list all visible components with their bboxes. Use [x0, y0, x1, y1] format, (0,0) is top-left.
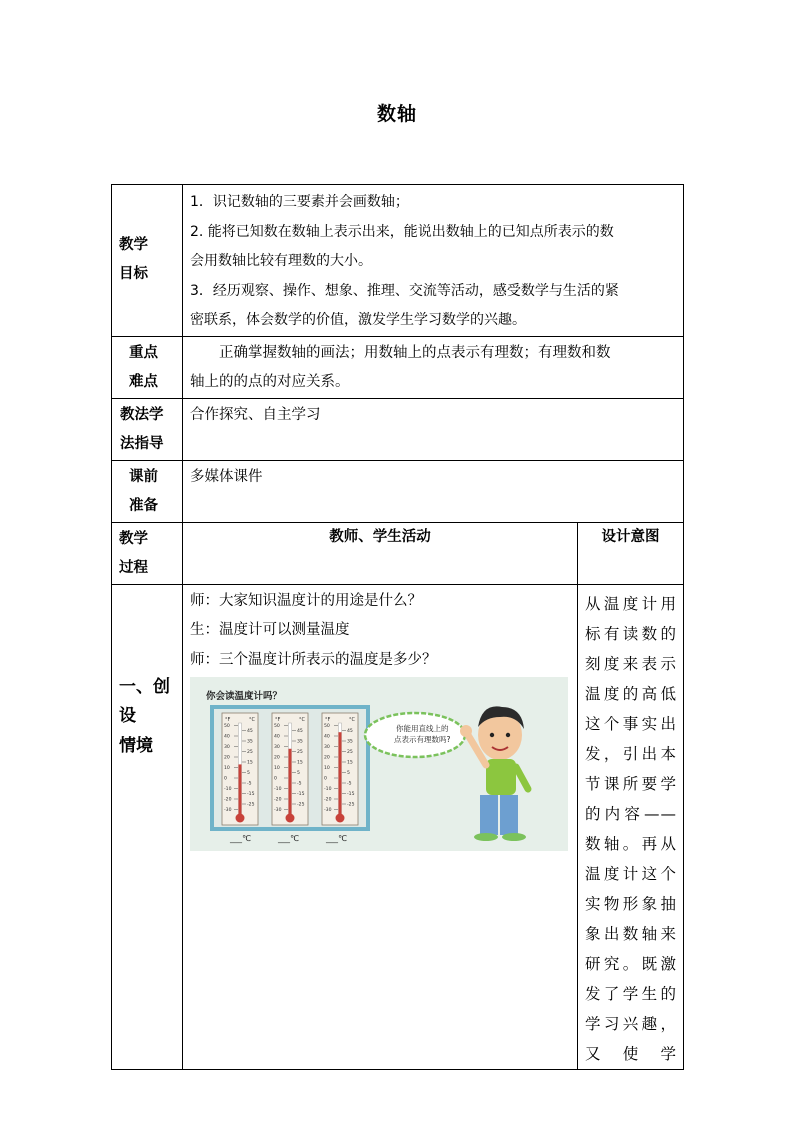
mercury-column: [339, 732, 342, 815]
scale-tick-label: 45: [347, 729, 353, 734]
stage1-label-line3: 情境: [119, 735, 153, 756]
scale-tick-label: 15: [297, 760, 303, 766]
row-methods: [112, 398, 684, 460]
scale-tick-label: 40: [274, 734, 280, 740]
key-points-line2: 轴上的的点的对应关系。: [190, 374, 350, 390]
objective-item: 3．经历观察、操作、想象、推理、交流等活动，感受数学与生活的紧: [190, 282, 619, 299]
stage1-label-line2: 设: [119, 706, 136, 726]
key-points-label-line2: 难点: [129, 374, 158, 390]
mercury-bulb: [236, 814, 245, 823]
scale-tick-label: -10: [324, 787, 332, 792]
dialog-line: 师：三个温度计所表示的温度是多少？: [190, 651, 437, 668]
scale-tick-label: 15: [347, 760, 353, 766]
scale-tick-label: -10: [224, 787, 232, 792]
preparation-label: [112, 460, 183, 522]
scale-tick-label: 45: [297, 729, 303, 734]
scale-tick-label: -30: [224, 808, 232, 813]
scale-tick-label: -15: [247, 792, 255, 797]
scale-tick-label: -20: [274, 797, 282, 803]
scale-tick-label: -30: [274, 808, 282, 813]
scale-tick-label: -5: [247, 781, 252, 787]
scale-tick-label: 50: [324, 724, 330, 729]
scale-tick-label: 40: [324, 734, 330, 740]
row-stage-1: [112, 584, 684, 1069]
scale-tick-label: 35: [347, 739, 353, 745]
scale-tick-label: -20: [324, 797, 332, 803]
scale-tick-label: 30: [324, 745, 330, 750]
preparation-text: 多媒体课件: [190, 468, 263, 485]
dialog-line: 生：温度计可以测量温度: [190, 622, 350, 638]
scale-tick-label: 35: [247, 739, 253, 745]
scale-tick-label: 10: [274, 766, 280, 771]
scale-tick-label: 40: [224, 734, 230, 740]
scale-tick-label: -15: [347, 792, 355, 797]
unit-label-3: ___℃: [326, 834, 347, 843]
scale-tick-label: -15: [297, 792, 305, 797]
unit-label-1: ___℃: [230, 834, 251, 843]
methods-content: [183, 398, 684, 460]
methods-label: [112, 398, 183, 460]
scale-tick-label: -5: [297, 781, 302, 787]
scale-tick-label: 0: [324, 776, 327, 782]
mercury-column: [289, 749, 292, 815]
thermometer-top-label: °C: [349, 717, 355, 723]
methods-label-line1: 教法学: [120, 406, 164, 423]
thermometer-top-label: °C: [299, 717, 305, 723]
bubble-line2: 点表示有理数吗?: [394, 735, 451, 744]
scale-tick-label: 5: [247, 771, 250, 776]
mercury-column: [239, 764, 242, 815]
objectives-label: [112, 185, 183, 337]
intent-header: 设计意图: [578, 522, 684, 584]
row-objectives: [112, 185, 684, 337]
key-points-line1: 正确掌握数轴的画法；用数轴上的点表示有理数；有理数和数: [219, 344, 611, 361]
bubble-line1: 你能用直线上的: [396, 724, 449, 733]
methods-text: 合作探究、自主学习: [190, 406, 321, 423]
scale-tick-label: -20: [224, 797, 232, 803]
objective-item: 会用数轴比较有理数的大小。: [190, 253, 372, 269]
dialog-line: 师：大家知识温度计的用途是什么？: [190, 592, 422, 609]
scale-tick-label: 20: [324, 755, 330, 761]
scale-tick-label: -30: [324, 808, 332, 813]
mercury-bulb: [336, 814, 345, 823]
lesson-plan-table: [111, 184, 684, 1070]
scale-tick-label: 25: [297, 750, 303, 755]
process-label-line1: 教学: [119, 530, 148, 547]
key-points-content: [183, 336, 684, 398]
preparation-label-line1: 课前: [129, 468, 158, 485]
scale-tick-label: 25: [247, 750, 253, 755]
preparation-label-line2: 准备: [129, 498, 158, 514]
mercury-bulb: [286, 814, 295, 823]
thermometer-illustration: [190, 677, 568, 851]
scale-tick-label: -25: [297, 802, 305, 808]
objective-item: 2. 能将已知数在数轴上表示出来，能说出数轴上的已知点所表示的数: [190, 223, 614, 240]
scale-tick-label: 0: [224, 776, 227, 782]
scale-tick-label: -10: [274, 787, 282, 792]
thermometer-figure: [190, 677, 568, 851]
stage1-activities: [183, 584, 578, 1069]
scale-tick-label: 50: [274, 724, 280, 729]
scale-tick-label: 20: [224, 755, 230, 761]
design-intent-text: 从温度计用标有读数的刻度来表示温度的高低这个事实出发，引出本节课所要学的内容——数轴。再从温度计这个实物形象抽象出数轴来研究。既激发了学生的学习兴趣，又使学: [585, 594, 677, 1063]
objective-item: 密联系，体会数学的价值，激发学生学习数学的兴趣。: [190, 312, 526, 328]
unit-label-2: ___℃: [278, 834, 299, 843]
objectives-label-line2: 目标: [119, 266, 148, 283]
row-preparation: [112, 460, 684, 522]
scale-tick-label: 10: [324, 766, 330, 771]
scale-tick-label: 25: [347, 750, 353, 755]
thermometer-top-label: °F: [325, 717, 331, 723]
scale-tick-label: 20: [274, 755, 280, 761]
scale-tick-label: 5: [347, 771, 350, 776]
thermometer-top-label: °F: [225, 717, 231, 723]
key-points-label-line1: 重点: [129, 344, 158, 361]
row-key-points: [112, 336, 684, 398]
scale-tick-label: 35: [297, 739, 303, 745]
row-process-header: [112, 522, 684, 584]
process-label-line2: 过程: [119, 560, 148, 576]
scale-tick-label: 30: [274, 745, 280, 750]
scale-tick-label: 45: [247, 729, 253, 734]
preparation-content: [183, 460, 684, 522]
scale-tick-label: 50: [224, 724, 230, 729]
stage1-label-line1: 一、创: [119, 676, 170, 697]
scale-tick-label: 15: [247, 760, 253, 766]
thermometer-top-label: °C: [249, 717, 255, 723]
scale-tick-label: 5: [297, 771, 300, 776]
scale-tick-label: -25: [347, 802, 355, 808]
scale-tick-label: 0: [274, 776, 277, 782]
scale-tick-label: 30: [224, 745, 230, 750]
scale-tick-label: -25: [247, 802, 255, 808]
objective-item: 1．识记数轴的三要素并会画数轴；: [190, 194, 409, 210]
page-title: 数轴: [376, 103, 417, 125]
methods-label-line2: 法指导: [120, 436, 164, 452]
thermometer-top-label: °F: [275, 717, 281, 723]
process-label: [112, 522, 183, 584]
scale-tick-label: -5: [347, 781, 352, 787]
figure-caption: 你会读温度计吗？: [206, 691, 283, 702]
stage1-intent: [578, 584, 684, 1069]
objectives-content: [183, 185, 684, 337]
key-points-label: [112, 336, 183, 398]
objectives-label-line1: 教学: [119, 236, 148, 253]
scale-tick-label: 10: [224, 766, 230, 771]
activities-header: 教师、学生活动: [183, 522, 578, 584]
stage1-label: [112, 584, 183, 1069]
